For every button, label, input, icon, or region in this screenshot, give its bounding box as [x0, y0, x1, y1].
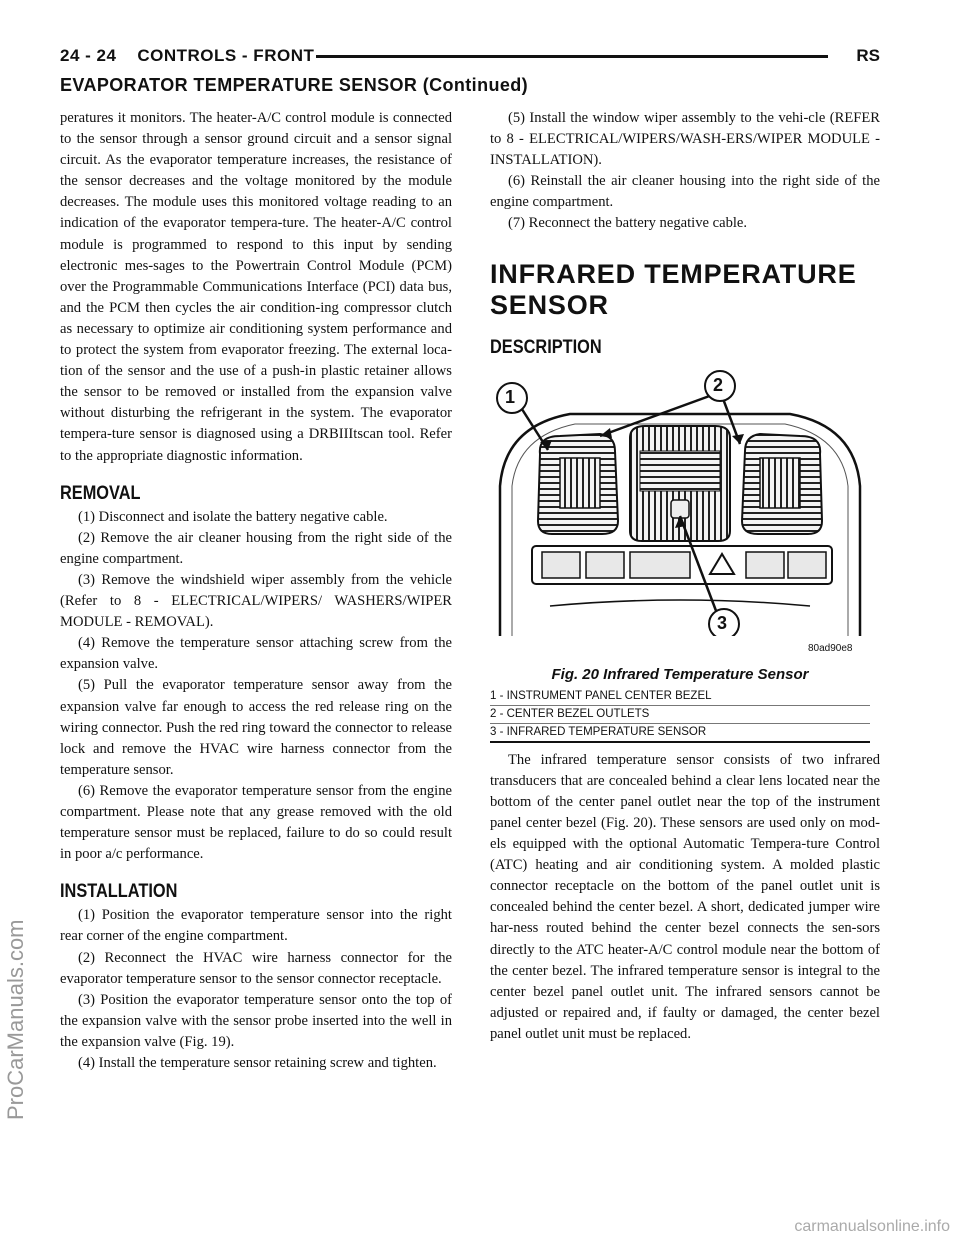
right-column [490, 108, 880, 1045]
installation-step: (1) Position the evaporator temperature sensor into the right rear corner of the engine compartment. [60, 907, 452, 945]
bottom-watermark: carmanualsonline.info [794, 1218, 950, 1235]
description-paragraph: The infrared temperature sensor consists of two infrared transducers that are concealed behind a clear lens located near the bottom of the center panel outlet near the top of the instrument panel center bezel (Fig. 20). These sensors are used only on mod-els equipped with the optional Automatic Tempera-ture Control (ATC) heating and air conditioning system. A molded plastic connector receptacle on the bottom of the panel outlet unit is concealed behind the center bezel. A short, dedicated jumper wire har-ness routed behind the center bezel connects the sen-sors directly to the ATC heater-A/C control module near the bottom of the center bezel. The infrared temperature sensor is integral to the center bezel panel outlet unit. The infrared sensors cannot be adjusted or repaired and, if faulty or damaged, the center bezel panel outlet unit must be replaced. [490, 751, 880, 1042]
install-step: (5) Install the window wiper assembly to the vehi-cle (REFER to 8 - ELECTRICAL/WIPERS/WASH-ERS/WIPER MODULE - INSTALLATION). [490, 110, 880, 169]
callout-2: 2 [713, 374, 724, 395]
bezel-illustration [490, 366, 870, 636]
figure-20 [490, 366, 880, 746]
removal-step: (3) Remove the windshield wiper assembly from the vehicle (Refer to 8 - ELECTRICAL/WIPERS/ WASHERS/WIPER MODULE - REMOVAL). [60, 571, 452, 631]
install-step: (6) Reinstall the air cleaner housing into the right side of the engine compartment. [490, 173, 880, 211]
header-rule [316, 55, 828, 58]
model-code: RS [856, 46, 880, 65]
page-label: 24 - 24 CONTROLS - FRONT [60, 46, 315, 65]
legend-item: 2 - CENTER BEZEL OUTLETS [490, 706, 870, 724]
removal-step: (1) Disconnect and isolate the battery negative cable. [78, 508, 388, 525]
figure-caption: Fig. 20 Infrared Temperature Sensor [551, 665, 809, 683]
removal-step: (5) Pull the evaporator temperature sensor away from the expansion valve far enough to access the red release ring on the wiring connector. Push the red ring toward the connector to release lock and remove the HVAC wire harness connector from the temperature sensor. [60, 677, 452, 778]
removal-step: (6) Remove the evaporator temperature sensor from the engine compartment. Please note that any grease removed with the old temperature sensor must be replaced, failure to do so could result in poor a/c performance. [60, 782, 452, 863]
callout-3: 3 [717, 612, 728, 633]
removal-heading: REMOVAL [60, 482, 141, 504]
figure-id: 80ad90e8 [808, 642, 853, 654]
legend-item: 1 - INSTRUMENT PANEL CENTER BEZEL [490, 688, 870, 706]
description-heading: DESCRIPTION [490, 336, 602, 358]
callout-1: 1 [505, 386, 516, 407]
legend-item: 3 - INFRARED TEMPERATURE SENSOR [490, 724, 870, 743]
install-step: (7) Reconnect the battery negative cable. [508, 215, 748, 232]
intro-paragraph: peratures it monitors. The heater-A/C control module is connected to the sensor through a sensor ground circuit and a sensor signal circuit. As the evaporator temperature increases, the resistance of the sensor decreases and the voltage monitored by the module decreases. The module uses this monitored voltage reading to an indication of the evaporator tempera-ture. The heater-A/C control module is programmed to respond to this input by sending electronic mes-sages to the Powertrain Control Module (PCM) over the Programmable Communications Interface (PCI) data bus, and the PCM then cycles the air condition-ing compressor clutch as necessary to optimize air conditioning system performance and to protect the system from evaporator freezing. The external loca-tion of the sensor and the use of a push-in plastic retainer allows the sensor to be removed or installed from the expansion valve without disturbing the refrigerant in the system. The evaporator tempera-ture sensor is diagnosed using a DRBIIItscan tool. Refer to the appropriate diagnostic information. [60, 110, 452, 464]
installation-step: (4) Install the temperature sensor retaining screw and tighten. [78, 1055, 437, 1072]
figure-legend [490, 688, 870, 743]
installation-step: (3) Position the evaporator temperature sensor onto the top of the expansion valve with the sensor probe inserted into the well in the expansion valve (Fig. 19). [60, 991, 452, 1050]
section-title: INFRARED TEMPERATURE SENSOR [490, 258, 857, 320]
removal-step: (2) Remove the air cleaner housing from the right side of the engine compartment. [60, 529, 452, 567]
left-column [60, 108, 452, 1074]
installation-step: (2) Reconnect the HVAC wire harness connector for the evaporator temperature sensor to the sensor connector receptacle. [60, 949, 452, 987]
continued-title: EVAPORATOR TEMPERATURE SENSOR (Continued) [60, 75, 529, 95]
page-header [60, 44, 880, 72]
sensor-lens [671, 500, 689, 518]
removal-step: (4) Remove the temperature sensor attaching screw from the expansion valve. [60, 635, 452, 673]
installation-heading: INSTALLATION [60, 881, 178, 903]
